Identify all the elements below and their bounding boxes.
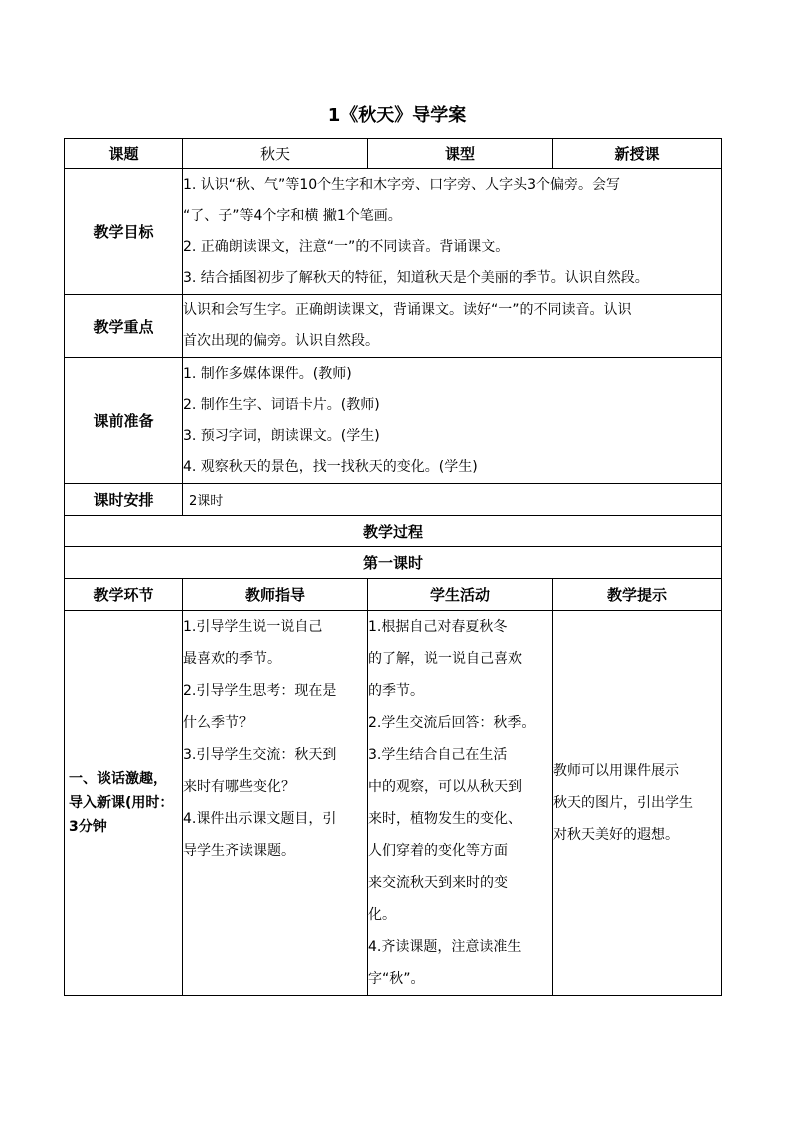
- schedule-value: 2课时: [183, 484, 722, 516]
- col-tips: 教学提示: [553, 579, 722, 611]
- tips-line: 对秋天美好的遐想。: [553, 827, 679, 843]
- col-teacher: 教师指导: [183, 579, 368, 611]
- teacher-cell: [183, 611, 368, 996]
- student-line: 来交流秋天到来时的变: [368, 875, 508, 891]
- process-title-row: [65, 516, 722, 547]
- schedule-row: [65, 484, 722, 516]
- preparation-line: 4. 观察秋天的景色，找一找秋天的变化。(学生): [183, 458, 478, 475]
- type-label: 课型: [368, 139, 553, 169]
- student-line: 3.学生结合自己在生活: [368, 747, 508, 763]
- student-line: 4.齐读课题，注意读准生: [368, 939, 522, 955]
- header-row: [65, 139, 722, 169]
- teacher-line: 最喜欢的季节。: [183, 651, 281, 667]
- stage-cell: [65, 611, 183, 996]
- student-cell: [368, 611, 553, 996]
- lesson-plan-table: [64, 138, 722, 996]
- preparation-label: 课前准备: [65, 358, 183, 484]
- preparation-line: 1. 制作多媒体课件。(教师): [183, 365, 352, 382]
- teacher-line: 4.课件出示课文题目，引: [183, 811, 337, 827]
- teacher-line: 什么季节？: [183, 715, 253, 731]
- type-value: 新授课: [553, 139, 722, 169]
- activity-row: [65, 611, 722, 996]
- tips-line: 秋天的图片，引出学生: [553, 795, 693, 811]
- teacher-line: 来时有哪些变化？: [183, 779, 295, 795]
- student-line: 人们穿着的变化等方面: [368, 843, 508, 859]
- goals-content: [183, 169, 722, 295]
- student-line: 化。: [368, 907, 396, 923]
- lesson-title: 第一课时: [65, 547, 722, 579]
- teacher-line: 3.引导学生交流：秋天到: [183, 747, 337, 763]
- key-points-content: [183, 295, 722, 358]
- col-stage: 教学环节: [65, 579, 183, 611]
- key-points-row: [65, 295, 722, 358]
- column-header-row: [65, 579, 722, 611]
- student-line: 中的观察，可以从秋天到: [368, 779, 522, 795]
- student-line: 的了解，说一说自己喜欢: [368, 651, 522, 667]
- goals-line: “了、子”等4个字和横 撇1个笔画。: [183, 207, 402, 224]
- teacher-line: 2.引导学生思考：现在是: [183, 683, 337, 699]
- student-line: 的季节。: [368, 683, 424, 699]
- col-student: 学生活动: [368, 579, 553, 611]
- tips-line: 教师可以用课件展示: [553, 763, 679, 779]
- schedule-label: 课时安排: [65, 484, 183, 516]
- teacher-line: 1.引导学生说一说自己: [183, 619, 323, 635]
- goals-line: 2. 正确朗读课文，注意“一”的不同读音。背诵课文。: [183, 238, 510, 255]
- process-title: 教学过程: [65, 516, 722, 547]
- key-points-label: 教学重点: [65, 295, 183, 358]
- topic-label: 课题: [65, 139, 183, 169]
- stage-line: 3分钟: [69, 819, 107, 835]
- student-line: 1.根据自己对春夏秋冬: [368, 619, 508, 635]
- lesson-title-row: [65, 547, 722, 579]
- page-title: 1《秋天》导学案: [327, 105, 467, 126]
- preparation-line: 3. 预习字词，朗读课文。(学生): [183, 427, 380, 444]
- tips-cell: [553, 611, 722, 996]
- preparation-row: [65, 358, 722, 484]
- preparation-line: 2. 制作生字、词语卡片。(教师): [183, 396, 380, 413]
- student-line: 来时，植物发生的变化、: [368, 811, 522, 827]
- goals-label: 教学目标: [65, 169, 183, 295]
- stage-line: 一、谈话激趣，: [69, 771, 167, 787]
- teacher-line: 导学生齐读课题。: [183, 843, 295, 859]
- student-line: 2.学生交流后回答：秋季。: [368, 715, 536, 731]
- preparation-content: [183, 358, 722, 484]
- goals-row: [65, 169, 722, 295]
- goals-line: 3. 结合插图初步了解秋天的特征，知道秋天是个美丽的季节。认识自然段。: [183, 269, 649, 286]
- topic-value: 秋天: [183, 139, 368, 169]
- key-points-line: 首次出现的偏旁。认识自然段。: [183, 333, 379, 349]
- student-line: 字“秋”。: [368, 971, 425, 987]
- key-points-line: 认识和会写生字。正确朗读课文，背诵课文。读好“一”的不同读音。认识: [183, 302, 632, 318]
- stage-line: 导入新课(用时：: [69, 795, 174, 811]
- goals-line: 1. 认识“秋、气”等10个生字和木字旁、口字旁、人字头3个偏旁。会写: [183, 176, 621, 193]
